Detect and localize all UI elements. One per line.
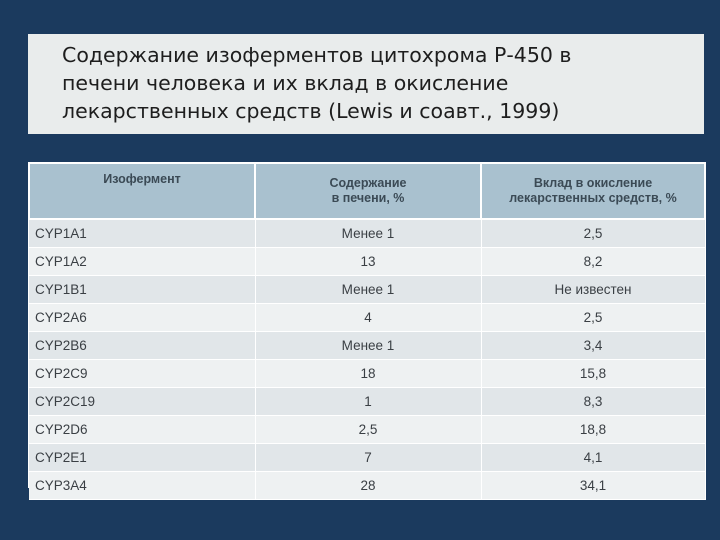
cell-liver-content: 18	[255, 360, 481, 388]
cell-drug-oxidation: 4,1	[481, 444, 705, 472]
cell-liver-content: 13	[255, 248, 481, 276]
cell-isoenzyme: CYP1B1	[29, 276, 255, 304]
table-row	[29, 416, 705, 444]
cell-drug-oxidation: 18,8	[481, 416, 705, 444]
isoenzyme-table-container	[28, 162, 704, 493]
cell-drug-oxidation: 8,2	[481, 248, 705, 276]
isoenzyme-table	[28, 162, 706, 500]
cell-drug-oxidation: 34,1	[481, 472, 705, 500]
cell-liver-content: 2,5	[255, 416, 481, 444]
cell-isoenzyme: CYP1A1	[29, 219, 255, 248]
cell-liver-content: 7	[255, 444, 481, 472]
title-line-1: Содержание изоферментов цитохрома Р-450 в	[62, 43, 572, 67]
cell-isoenzyme: CYP1A2	[29, 248, 255, 276]
table-row	[29, 388, 705, 416]
table-row	[29, 444, 705, 472]
cell-drug-oxidation: 2,5	[481, 219, 705, 248]
title-line-2: печени человека и их вклад в окисление	[62, 71, 509, 95]
cell-isoenzyme: CYP2A6	[29, 304, 255, 332]
cell-drug-oxidation: 2,5	[481, 304, 705, 332]
slide-title-box	[28, 34, 704, 134]
table-row	[29, 276, 705, 304]
header-liver-content: Содержание в печени, %	[255, 163, 481, 219]
cell-isoenzyme: CYP2E1	[29, 444, 255, 472]
cell-liver-content: 28	[255, 472, 481, 500]
cell-liver-content: Менее 1	[255, 219, 481, 248]
table-row	[29, 472, 705, 500]
cell-isoenzyme: CYP2B6	[29, 332, 255, 360]
table-row	[29, 248, 705, 276]
cell-liver-content: Менее 1	[255, 276, 481, 304]
table-row	[29, 360, 705, 388]
cell-isoenzyme: CYP2C9	[29, 360, 255, 388]
table-row	[29, 332, 705, 360]
cell-drug-oxidation: 15,8	[481, 360, 705, 388]
header-drug-oxidation: Вклад в окисление лекарственных средств, %	[481, 163, 705, 219]
header-isoenzyme: Изофермент	[29, 163, 255, 219]
title-line-3: лекарственных средств (Lewis и соавт., 1999)	[62, 99, 560, 123]
cell-liver-content: Менее 1	[255, 332, 481, 360]
cell-drug-oxidation: Не известен	[481, 276, 705, 304]
table-row	[29, 304, 705, 332]
cell-drug-oxidation: 3,4	[481, 332, 705, 360]
slide-title	[32, 41, 690, 125]
cell-liver-content: 4	[255, 304, 481, 332]
cell-drug-oxidation: 8,3	[481, 388, 705, 416]
table-row	[29, 219, 705, 248]
table-header-row	[29, 163, 705, 219]
cell-isoenzyme: CYP2D6	[29, 416, 255, 444]
cell-isoenzyme: CYP2C19	[29, 388, 255, 416]
cell-isoenzyme: CYP3A4	[29, 472, 255, 500]
cell-liver-content: 1	[255, 388, 481, 416]
